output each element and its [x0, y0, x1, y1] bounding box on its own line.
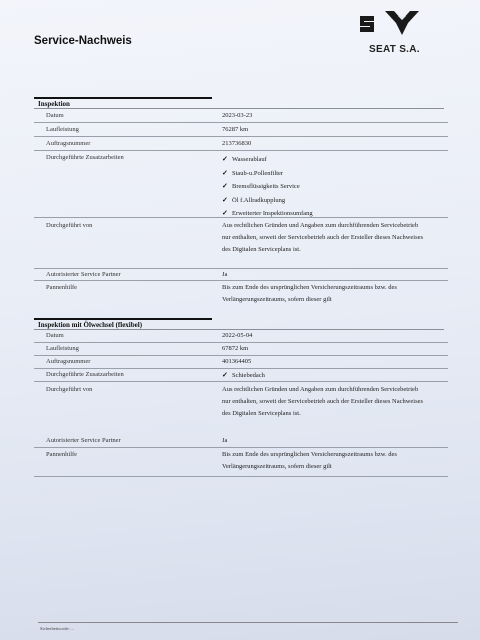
label-auftragsnummer: Auftragsnummer: [46, 140, 91, 147]
value-auftragsnummer: 213736830: [222, 140, 252, 147]
row-partner: [34, 434, 448, 448]
row-laufleistung: [34, 343, 448, 356]
value-pannenhilfe: Bis zum Ende des ursprünglichen Versicherungszeitraums bzw. des Verlängerungszeitraums, sofern dieser gilt: [222, 284, 397, 303]
row-pannenhilfe: [34, 281, 448, 309]
list-item: ✓ Öl f.Allradkupplung: [222, 194, 313, 208]
row-durchgefuehrt: [34, 218, 448, 269]
section-bar: [34, 97, 212, 99]
row-laufleistung: [34, 123, 448, 137]
row-zusatzarbeiten: [34, 151, 448, 218]
list-item: ✓ Staub-u.Pollenfilter: [222, 167, 313, 181]
label-partner: Autorisierter Service Partner: [46, 437, 121, 444]
row-auftragsnummer: [34, 356, 448, 369]
label-pannenhilfe: Pannenhilfe: [46, 451, 78, 458]
label-durchgefuehrt: Durchgeführt von: [46, 386, 93, 393]
check-icon: ✓: [222, 195, 228, 204]
value-pannenhilfe: Bis zum Ende des ursprünglichen Versicherungszeitraums bzw. des Verlängerungszeitraums, sofern dieser gilt: [222, 451, 397, 470]
value-datum: 2023-03-23: [222, 112, 253, 119]
label-zusatzarbeiten: Durchgeführte Zusatzarbeiten: [46, 154, 124, 161]
value-durchgefuehrt: Aus rechtlichen Gründen und Angaben zum durchführenden Servicebetrieb nur enthalten, soweit der Servicebetrieb auch der Ersteller dieses Nachweises des Digitalen Serviceplans ist.: [222, 222, 424, 253]
row-datum: [34, 109, 448, 123]
label-datum: Datum: [46, 332, 64, 339]
list-item: ✓ Schiebedach: [222, 369, 265, 383]
value-partner: Ja: [222, 437, 228, 444]
row-zusatzarbeiten: [34, 369, 448, 382]
label-laufleistung: Laufleistung: [46, 345, 79, 352]
label-datum: Datum: [46, 112, 64, 119]
row-auftragsnummer: [34, 137, 448, 151]
section-header: [34, 97, 448, 109]
list-zusatzarbeiten: [222, 369, 265, 383]
label-pannenhilfe: Pannenhilfe: [46, 284, 78, 291]
check-icon: ✓: [222, 182, 228, 190]
page-title: Service-Nachweis: [34, 35, 132, 47]
row-datum: [34, 330, 448, 343]
section-inspektion: [34, 97, 448, 309]
label-partner: Autorisierter Service Partner: [46, 271, 121, 278]
section-bar: [34, 318, 212, 320]
value-durchgefuehrt: Aus rechtlichen Gründen und Angaben zum durchführenden Servicebetrieb nur enthalten, soweit der Servicebetrieb auch der Ersteller dieses Nachweises des Digitalen Serviceplans ist.: [222, 386, 424, 417]
check-icon: ✓: [222, 209, 228, 217]
check-icon: ✓: [222, 371, 228, 379]
section-header: [34, 318, 448, 330]
row-pannenhilfe: [34, 448, 448, 477]
section-title: Inspektion mit Ölwechsel (flexibel): [38, 321, 143, 329]
list-item: ✓ Erweiterter Inspektionsumfang: [222, 207, 313, 221]
label-durchgefuehrt: Durchgeführt von: [46, 222, 93, 229]
section-inspektion-oelwechsel: [34, 318, 448, 477]
value-laufleistung: 76287 km: [222, 126, 249, 133]
row-durchgefuehrt: [34, 382, 448, 434]
list-item: ✓ Bremsflüssigkeits Service: [222, 180, 313, 194]
list-item: ✓ Wasserablauf: [222, 153, 313, 167]
brand-name: SEAT S.A.: [369, 44, 420, 55]
footer-divider: [38, 622, 458, 623]
label-zusatzarbeiten: Durchgeführte Zusatzarbeiten: [46, 371, 124, 378]
value-datum: 2022-05-04: [222, 332, 253, 339]
value-partner: Ja: [222, 271, 228, 278]
section-title: Inspektion: [38, 100, 70, 108]
label-laufleistung: Laufleistung: [46, 126, 79, 133]
label-auftragsnummer: Auftragsnummer: [46, 358, 91, 365]
check-icon: ✓: [222, 168, 228, 177]
security-code-footer: Sicherheitscode: ...: [40, 626, 75, 631]
list-zusatzarbeiten: [222, 153, 313, 221]
check-icon: ✓: [222, 155, 228, 163]
value-auftragsnummer: 401364405: [222, 358, 252, 365]
row-partner: [34, 269, 448, 281]
value-laufleistung: 67872 km: [222, 345, 249, 352]
